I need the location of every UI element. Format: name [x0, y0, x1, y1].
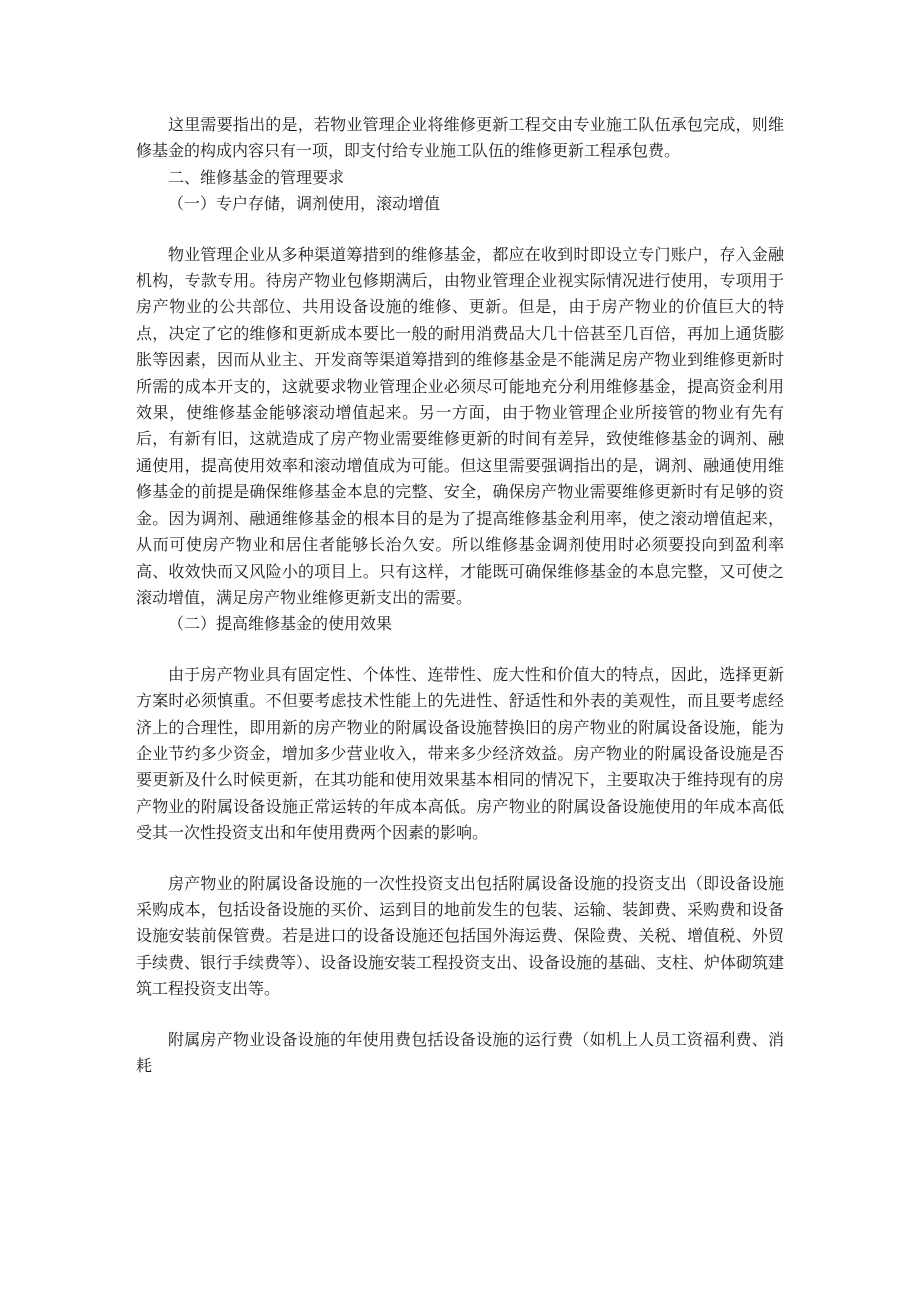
paragraph-dedicated-account: 物业管理企业从多种渠道筹措到的维修基金，都应在收到时即设立专门账户，存入金融机构，专款专用。待房产物业包修期满后，由物业管理企业视实际情况进行使用，专项用于房产物业的公共部位、共用设备设施的维修、更新。但是，由于房产物业的价值巨大的特点，决定了它的维修和更新成本要比一般的耐用消费品大几十倍甚至几百倍，再加上通货膨胀等因素，因而从业主、开发商等渠道筹措到的维修基金是不能满足房产物业到维修更新时所需的成本开支的，这就要求物业管理企业必须尽可能地充分利用维修基金，提高资金利用效果，使维修基金能够滚动增值起来。另一方面，由于物业管理企业所接管的物业有先有后，有新有旧，这就造成了房产物业需要维修更新的时间有差异，致使维修基金的调剂、融通使用，提高使用效率和滚动增值成为可能。但这里需要强调指出的是，调剂、融通使用维修基金的前提是确保维修基金本息的完整、安全，确保房产物业需要维修更新时有足够的资金。因为调剂、融通维修基金的根本目的是为了提高维修基金利用率，使之滚动增值起来，从而可使房产物业和居住者能够长治久安。所以维修基金调剂使用时必须要投向到盈利率高、收效快而又风险小的项目上。只有这样，才能既可确保维修基金的本息完整，又可使之滚动增值，满足房产物业维修更新支出的需要。 [136, 244, 784, 607]
subsection-heading-usage-efficiency: （二）提高维修基金的使用效果 [168, 614, 393, 634]
paragraph-annual-usage-cost: 附属房产物业设备设施的年使用费包括设备设施的运行费（如机上人员工资福利费、消耗 [136, 1029, 784, 1075]
subsection-heading-dedicated-account: （一）专户存储，调剂使用，滚动增值 [168, 194, 441, 214]
paragraph-contractor-note: 这里需要指出的是，若物业管理企业将维修更新工程交由专业施工队伍承包完成，则维修基金的构成内容只有一项，即支付给专业施工队伍的维修更新工程承包费。 [136, 115, 784, 161]
paragraph-renewal-decision: 由于房产物业具有固定性、个体性、连带性、庞大性和价值大的特点，因此，选择更新方案时必须慎重。不但要考虑技术性能上的先进性、舒适性和外表的美观性，而且要考虑经济上的合理性，即用新的房产物业的附属设备设施替换旧的房产物业的附属设备设施，能为企业节约多少资金，增加多少营业收入，带来多少经济效益。房产物业的附属设备设施是否要更新及什么时候更新，在其功能和使用效果基本相同的情况下，主要取决于维持现有的房产物业的附属设备设施正常运转的年成本高低。房产物业的附属设备设施使用的年成本高低受其一次性投资支出和年使用费两个因素的影响。 [136, 664, 784, 843]
section-heading-management-requirements: 二、维修基金的管理要求 [168, 167, 345, 187]
document-body [136, 112, 784, 1079]
paragraph-one-time-investment: 房产物业的附属设备设施的一次性投资支出包括附属设备设施的投资支出（即设备设施采购成本，包括设备设施的买价、运到目的地前发生的包装、运输、装卸费、采购费和设备设施安装前保管费。若是进口的设备设施还包括国外海运费、保险费、关税、增值税、外贸手续费、银行手续费等）、设备设施安装工程投资支出、设备设施的基础、支柱、炉体砌筑建筑工程投资支出等。 [136, 873, 785, 999]
